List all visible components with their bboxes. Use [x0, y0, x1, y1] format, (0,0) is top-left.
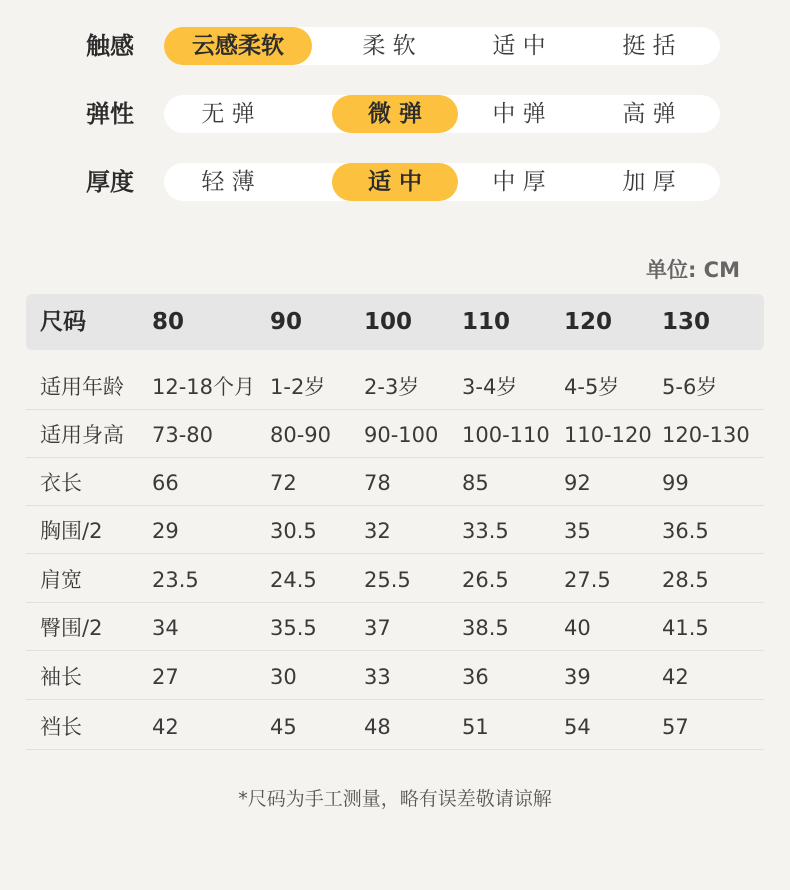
table-cell: 92 [564, 471, 591, 495]
header-cell: 100 [364, 309, 413, 335]
table-row [26, 412, 764, 458]
table-cell: 35 [564, 519, 591, 543]
table-row [26, 557, 764, 603]
attr-label: 弹性 [86, 100, 134, 128]
row-label: 肩宽 [40, 568, 82, 592]
measurement-note: *尺码为手工测量，略有误差敬请谅解 [238, 788, 552, 810]
attr-row-elasticity [0, 94, 790, 134]
attr-track [164, 27, 720, 65]
attr-label: 触感 [86, 32, 134, 60]
size-table-header [26, 294, 764, 350]
attr-option: 无 弹 [201, 101, 255, 127]
table-cell: 42 [152, 715, 179, 739]
table-cell: 2-3岁 [364, 375, 420, 399]
table-cell: 45 [270, 715, 297, 739]
table-row [26, 704, 764, 750]
table-cell: 1-2岁 [270, 375, 326, 399]
attr-option: 微 弹 [332, 95, 458, 133]
row-label: 适用年龄 [40, 375, 124, 399]
table-cell: 28.5 [662, 568, 709, 592]
unit-label: 单位: CM [645, 258, 740, 282]
table-cell: 110-120 [564, 423, 652, 447]
table-cell: 40 [564, 616, 591, 640]
table-cell: 36 [462, 665, 489, 689]
table-cell: 38.5 [462, 616, 509, 640]
table-cell: 57 [662, 715, 689, 739]
attr-option: 中 厚 [492, 169, 546, 195]
attr-option: 适 中 [492, 33, 546, 59]
table-cell: 51 [462, 715, 489, 739]
table-row [26, 364, 764, 410]
table-row [26, 508, 764, 554]
table-cell: 29 [152, 519, 179, 543]
table-cell: 42 [662, 665, 689, 689]
table-cell: 66 [152, 471, 179, 495]
attr-option: 轻 薄 [201, 169, 255, 195]
table-cell: 37 [364, 616, 391, 640]
header-cell: 130 [662, 309, 711, 335]
table-cell: 4-5岁 [564, 375, 620, 399]
table-cell: 25.5 [364, 568, 411, 592]
table-cell: 80-90 [270, 423, 332, 447]
table-cell: 41.5 [662, 616, 709, 640]
table-row [26, 654, 764, 700]
table-cell: 3-4岁 [462, 375, 518, 399]
attr-option: 云感柔软 [164, 27, 312, 65]
table-cell: 35.5 [270, 616, 317, 640]
table-cell: 120-130 [662, 423, 750, 447]
attr-option: 挺 括 [622, 33, 676, 59]
row-label: 衣长 [40, 471, 82, 495]
table-cell: 32 [364, 519, 391, 543]
header-cell: 尺码 [40, 309, 86, 335]
table-cell: 78 [364, 471, 391, 495]
table-cell: 72 [270, 471, 297, 495]
row-label: 臀围/2 [40, 616, 103, 640]
attr-option: 加 厚 [622, 169, 676, 195]
table-cell: 85 [462, 471, 489, 495]
table-cell: 73-80 [152, 423, 214, 447]
attr-row-thickness [0, 162, 790, 202]
attr-option: 高 弹 [622, 101, 676, 127]
table-cell: 39 [564, 665, 591, 689]
header-cell: 80 [152, 309, 185, 335]
attr-row-touch [0, 26, 790, 66]
table-cell: 23.5 [152, 568, 199, 592]
table-cell: 30 [270, 665, 297, 689]
table-cell: 24.5 [270, 568, 317, 592]
table-cell: 30.5 [270, 519, 317, 543]
table-cell: 54 [564, 715, 591, 739]
table-cell: 36.5 [662, 519, 709, 543]
table-cell: 34 [152, 616, 179, 640]
header-cell: 120 [564, 309, 613, 335]
header-cell: 110 [462, 309, 511, 335]
table-cell: 33 [364, 665, 391, 689]
table-row [26, 460, 764, 506]
row-label: 袖长 [40, 665, 82, 689]
attr-track [164, 163, 720, 201]
attr-option: 柔 软 [362, 33, 416, 59]
table-cell: 12-18个月 [152, 375, 256, 399]
row-label: 裆长 [40, 715, 82, 739]
table-cell: 27 [152, 665, 179, 689]
attr-label: 厚度 [86, 168, 134, 196]
attr-option: 中 弹 [492, 101, 546, 127]
table-cell: 26.5 [462, 568, 509, 592]
table-cell: 33.5 [462, 519, 509, 543]
table-cell: 99 [662, 471, 689, 495]
row-label: 胸围/2 [40, 519, 103, 543]
header-cell: 90 [270, 309, 303, 335]
table-cell: 27.5 [564, 568, 611, 592]
table-cell: 48 [364, 715, 391, 739]
row-label: 适用身高 [40, 423, 124, 447]
attr-option: 适 中 [332, 163, 458, 201]
table-cell: 90-100 [364, 423, 439, 447]
attr-track [164, 95, 720, 133]
table-cell: 100-110 [462, 423, 550, 447]
table-row [26, 605, 764, 651]
table-cell: 5-6岁 [662, 375, 718, 399]
